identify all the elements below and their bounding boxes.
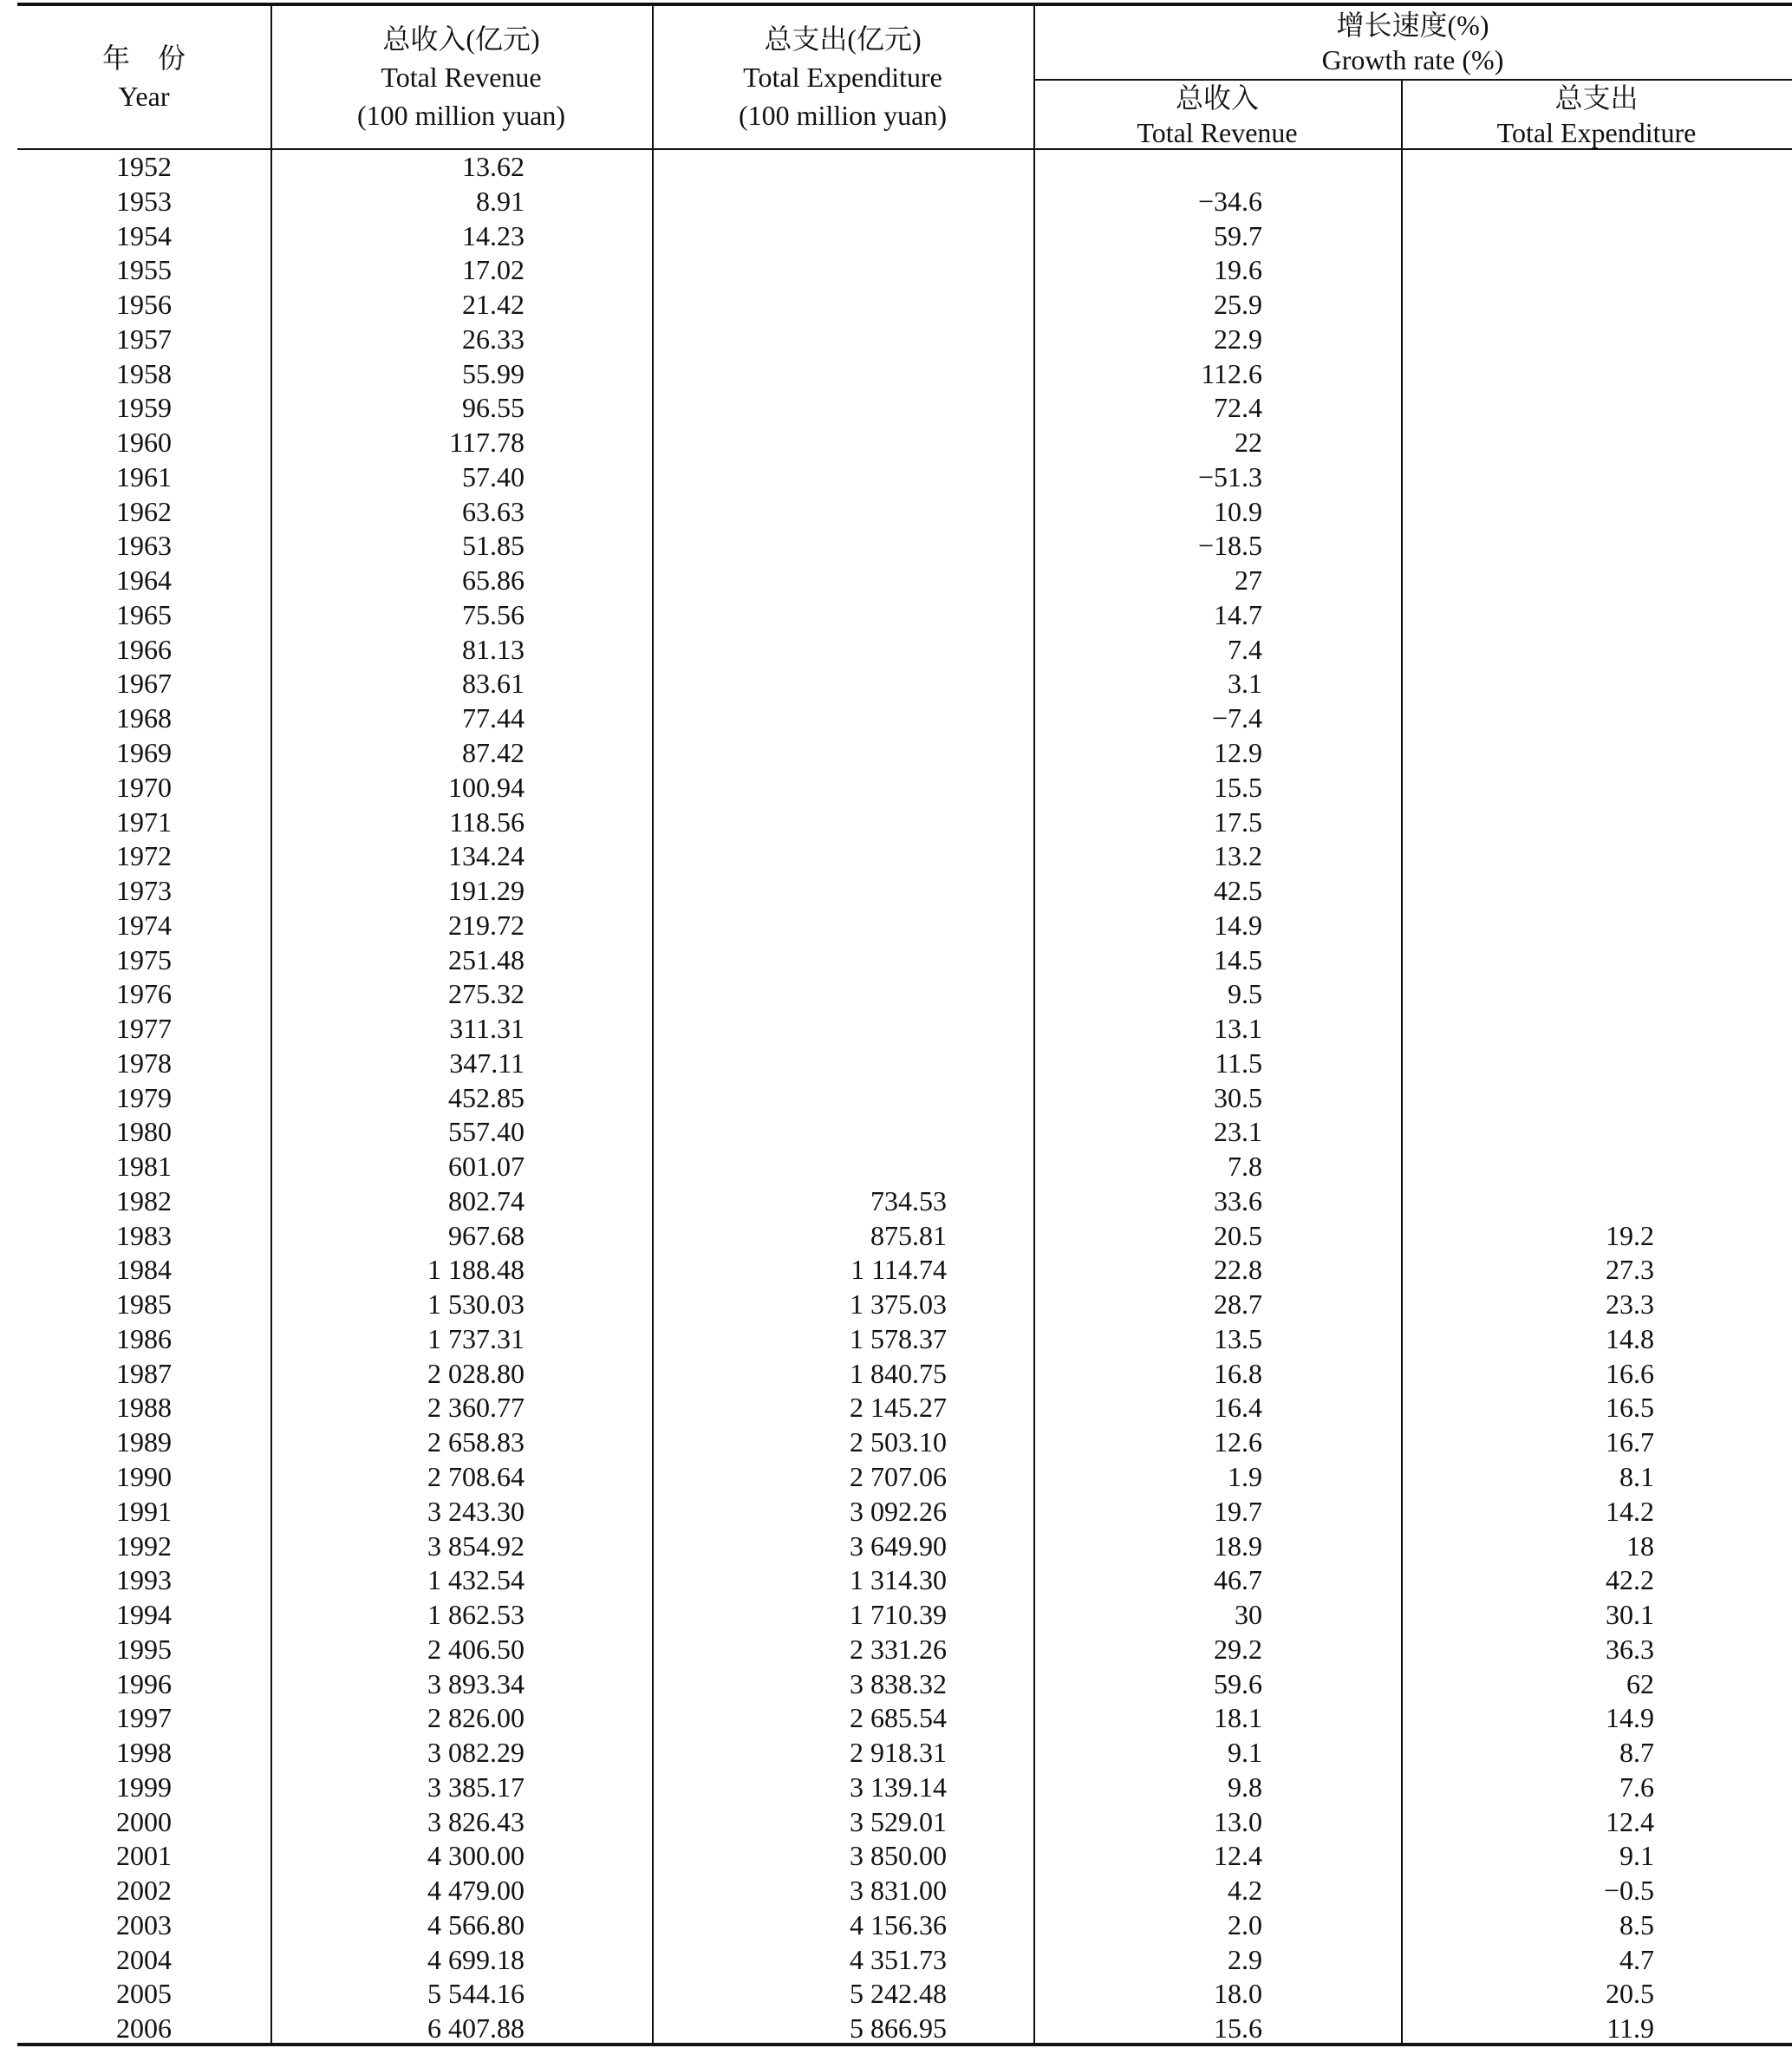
cell-growth-expenditure: 36.3 [1606, 1633, 1654, 1665]
cell-growth-revenue: 20.5 [1214, 1219, 1262, 1251]
cell-year: 1998 [116, 1737, 172, 1769]
cell-growth-revenue: 16.8 [1214, 1357, 1262, 1389]
cell-year: 1994 [116, 1599, 172, 1631]
cell-total-revenue: 4 300.00 [427, 1840, 525, 1872]
cell-growth-revenue: 1.9 [1228, 1461, 1262, 1493]
cell-total-expenditure: 3 529.01 [850, 1805, 947, 1837]
cell-year: 1992 [116, 1529, 172, 1562]
cell-growth-revenue: 22 [1235, 427, 1262, 459]
cell-total-revenue: 601.07 [448, 1151, 525, 1183]
revenue-expenditure-table [17, 3, 1792, 2046]
cell-total-revenue: 802.74 [448, 1184, 525, 1216]
header-rev-cn: 总收入(亿元) [382, 23, 540, 55]
cell-total-revenue: 2 826.00 [427, 1702, 525, 1734]
cell-total-expenditure: 1 578.37 [850, 1322, 947, 1354]
cell-total-revenue: 96.55 [462, 392, 525, 424]
cell-growth-expenditure: 16.7 [1606, 1426, 1654, 1458]
cell-growth-expenditure: 8.5 [1619, 1908, 1654, 1940]
table-row [17, 564, 1792, 598]
cell-year: 1952 [116, 151, 172, 182]
cell-total-expenditure: 3 092.26 [850, 1495, 947, 1527]
cell-growth-revenue: 30 [1235, 1599, 1262, 1631]
cell-growth-expenditure: 18 [1626, 1529, 1654, 1562]
cell-year: 1981 [116, 1151, 172, 1183]
cell-growth-revenue: 7.8 [1228, 1151, 1262, 1183]
cell-growth-revenue: 59.7 [1214, 219, 1262, 251]
cell-total-revenue: 347.11 [449, 1047, 525, 1079]
cell-year: 1988 [116, 1392, 172, 1424]
table-row [17, 1598, 1792, 1633]
cell-total-expenditure: 3 139.14 [850, 1771, 947, 1803]
cell-year: 1995 [116, 1633, 172, 1665]
cell-growth-expenditure: 12.4 [1606, 1805, 1654, 1837]
cell-year: 2002 [116, 1875, 172, 1907]
table-row [17, 391, 1792, 426]
cell-total-expenditure: 2 707.06 [850, 1461, 947, 1493]
table-row [17, 1977, 1792, 2012]
header-grev-cn: 总收入 [1175, 82, 1259, 114]
cell-total-revenue: 2 028.80 [427, 1357, 525, 1389]
header-growth-en: Growth rate (%) [1321, 44, 1504, 75]
cell-year: 2005 [116, 1978, 172, 2010]
cell-growth-revenue: 2.0 [1228, 1908, 1262, 1940]
table-row [17, 1495, 1792, 1529]
cell-total-revenue: 81.13 [462, 633, 525, 665]
cell-total-revenue: 4 699.18 [427, 1943, 525, 1975]
cell-year: 1965 [116, 598, 172, 630]
cell-year: 1966 [116, 633, 172, 665]
cell-total-expenditure: 1 314.30 [850, 1564, 947, 1596]
table-row [17, 1874, 1792, 1908]
cell-total-revenue: 14.23 [462, 219, 525, 251]
table-row [17, 874, 1792, 909]
cell-year: 1989 [116, 1426, 172, 1458]
table-row [17, 323, 1792, 357]
cell-total-revenue: 557.40 [448, 1116, 525, 1148]
cell-growth-expenditure: 14.9 [1606, 1702, 1654, 1734]
cell-total-expenditure: 3 649.90 [850, 1529, 947, 1562]
cell-total-revenue: 5 544.16 [427, 1978, 525, 2010]
cell-year: 1959 [116, 392, 172, 424]
cell-growth-revenue: 3.1 [1228, 668, 1262, 700]
cell-year: 1960 [116, 427, 172, 459]
cell-total-revenue: 21.42 [462, 289, 525, 321]
cell-growth-revenue: 19.6 [1214, 254, 1262, 286]
cell-total-revenue: 2 708.64 [427, 1461, 525, 1493]
cell-total-revenue: 87.42 [462, 736, 525, 768]
cell-year: 1997 [116, 1702, 172, 1734]
cell-year: 1964 [116, 564, 172, 597]
cell-total-expenditure: 5 866.95 [850, 2012, 947, 2045]
table-row [17, 701, 1792, 736]
header-grev-en: Total Revenue [1137, 117, 1298, 148]
cell-year: 1970 [116, 771, 172, 803]
cell-year: 1971 [116, 806, 172, 838]
table-row [17, 943, 1792, 978]
cell-growth-expenditure: 14.8 [1606, 1322, 1654, 1354]
cell-growth-revenue: 27 [1235, 564, 1262, 597]
cell-growth-expenditure: 4.7 [1619, 1943, 1654, 1975]
cell-growth-revenue: 22.9 [1214, 323, 1262, 355]
cell-year: 1987 [116, 1357, 172, 1389]
cell-total-revenue: 3 243.30 [427, 1495, 525, 1527]
cell-year: 1996 [116, 1667, 172, 1699]
table-row [17, 1357, 1792, 1392]
header-gexp-cn: 总支出 [1554, 82, 1639, 114]
cell-growth-expenditure: 14.2 [1606, 1495, 1654, 1527]
cell-growth-revenue: 13.5 [1214, 1322, 1262, 1354]
table-row [17, 1253, 1792, 1288]
header-growth-expenditure [1401, 81, 1792, 150]
table-row [17, 806, 1792, 840]
cell-growth-expenditure: −0.5 [1603, 1875, 1654, 1907]
cell-year: 1974 [116, 909, 172, 941]
table-row [17, 1184, 1792, 1219]
table-row [17, 495, 1792, 530]
cell-year: 1986 [116, 1322, 172, 1354]
cell-growth-revenue: 112.6 [1201, 357, 1262, 389]
table-row [17, 1115, 1792, 1150]
cell-growth-revenue: 16.4 [1214, 1392, 1262, 1424]
cell-total-expenditure: 734.53 [870, 1184, 947, 1216]
cell-total-revenue: 4 479.00 [427, 1875, 525, 1907]
cell-growth-revenue: 14.9 [1214, 909, 1262, 941]
table-row [17, 1529, 1792, 1564]
header-exp-en: Total Expenditure [743, 62, 942, 93]
cell-year: 1968 [116, 702, 172, 734]
cell-total-revenue: 2 360.77 [427, 1392, 525, 1424]
cell-year: 1991 [116, 1495, 172, 1527]
cell-growth-revenue: 17.5 [1214, 806, 1262, 838]
cell-total-revenue: 3 854.92 [427, 1529, 525, 1562]
cell-total-revenue: 118.56 [449, 806, 525, 838]
cell-year: 1980 [116, 1116, 172, 1148]
cell-growth-revenue: −51.3 [1197, 460, 1262, 492]
cell-growth-expenditure: 16.6 [1606, 1357, 1654, 1389]
cell-growth-expenditure: 7.6 [1619, 1771, 1654, 1803]
cell-year: 1999 [116, 1771, 172, 1803]
table-row [17, 1288, 1792, 1322]
cell-year: 1957 [116, 323, 172, 355]
cell-year: 1975 [116, 943, 172, 975]
cell-year: 1982 [116, 1184, 172, 1216]
table-row [17, 1701, 1792, 1736]
cell-growth-revenue: 30.5 [1214, 1081, 1262, 1113]
cell-total-revenue: 3 385.17 [427, 1771, 525, 1803]
cell-year: 2003 [116, 1908, 172, 1940]
cell-total-expenditure: 1 840.75 [850, 1357, 947, 1389]
table-row [17, 1012, 1792, 1047]
cell-total-revenue: 51.85 [462, 530, 525, 562]
header-year-en: Year [118, 81, 170, 112]
header-year [17, 39, 270, 115]
header-rev-en: Total Revenue [381, 62, 542, 93]
cell-total-revenue: 3 082.29 [427, 1737, 525, 1769]
table-row [17, 1943, 1792, 1978]
header-growth-revenue [1033, 81, 1401, 150]
cell-growth-expenditure: 23.3 [1606, 1288, 1654, 1321]
cell-growth-revenue: 11.5 [1215, 1047, 1262, 1079]
table-row [17, 1771, 1792, 1805]
cell-year: 1979 [116, 1081, 172, 1113]
table-row [17, 839, 1792, 874]
cell-total-revenue: 219.72 [448, 909, 525, 941]
cell-total-revenue: 191.29 [448, 875, 525, 907]
cell-total-revenue: 83.61 [462, 668, 525, 700]
cell-total-revenue: 275.32 [448, 978, 525, 1010]
cell-total-expenditure: 2 685.54 [850, 1702, 947, 1734]
cell-year: 1962 [116, 495, 172, 527]
cell-year: 1961 [116, 460, 172, 492]
cell-growth-revenue: −7.4 [1211, 702, 1262, 734]
cell-total-revenue: 3 826.43 [427, 1805, 525, 1837]
cell-total-revenue: 13.62 [462, 151, 525, 182]
cell-total-revenue: 55.99 [462, 357, 525, 389]
cell-total-revenue: 1 862.53 [427, 1599, 525, 1631]
cell-year: 1977 [116, 1013, 172, 1045]
table-row [17, 598, 1792, 633]
cell-total-expenditure: 2 331.26 [850, 1633, 947, 1665]
cell-year: 2006 [116, 2012, 172, 2045]
cell-growth-revenue: 18.9 [1214, 1529, 1262, 1562]
cell-growth-revenue: 9.1 [1228, 1737, 1262, 1769]
cell-year: 1984 [116, 1254, 172, 1286]
cell-growth-revenue: 4.2 [1228, 1875, 1262, 1907]
header-rev-unit: (100 million yuan) [357, 100, 565, 131]
cell-total-revenue: 967.68 [448, 1219, 525, 1251]
cell-year: 1990 [116, 1461, 172, 1493]
cell-growth-revenue: 19.7 [1214, 1495, 1262, 1527]
cell-growth-revenue: 13.0 [1214, 1805, 1262, 1837]
cell-total-expenditure: 4 351.73 [850, 1943, 947, 1975]
cell-total-revenue: 117.78 [449, 427, 525, 459]
table-row [17, 529, 1792, 564]
cell-growth-expenditure: 8.7 [1619, 1737, 1654, 1769]
cell-growth-revenue: 22.8 [1214, 1254, 1262, 1286]
cell-total-expenditure: 3 838.32 [850, 1667, 947, 1699]
header-exp-cn: 总支出(亿元) [764, 23, 922, 55]
cell-growth-revenue: −34.6 [1197, 185, 1262, 217]
cell-year: 1969 [116, 736, 172, 768]
cell-total-expenditure: 1 375.03 [850, 1288, 947, 1321]
table-row [17, 357, 1792, 392]
cell-growth-revenue: 12.6 [1214, 1426, 1262, 1458]
cell-total-revenue: 63.63 [462, 495, 525, 527]
cell-growth-expenditure: 19.2 [1606, 1219, 1654, 1251]
cell-year: 2000 [116, 1805, 172, 1837]
cell-total-revenue: 6 407.88 [427, 2012, 525, 2045]
table-row [17, 1667, 1792, 1702]
cell-growth-revenue: 23.1 [1214, 1116, 1262, 1148]
cell-growth-revenue: 25.9 [1214, 289, 1262, 321]
cell-year: 1973 [116, 875, 172, 907]
table-row [17, 219, 1792, 254]
cell-growth-revenue: 12.9 [1214, 736, 1262, 768]
header-exp-unit: (100 million yuan) [739, 100, 947, 131]
cell-growth-revenue: 13.1 [1214, 1013, 1262, 1045]
cell-total-revenue: 2 658.83 [427, 1426, 525, 1458]
table-row [17, 1839, 1792, 1874]
table-row [17, 1081, 1792, 1116]
cell-total-revenue: 57.40 [462, 460, 525, 492]
header-growth-cn: 增长速度(%) [1336, 10, 1489, 41]
cell-total-revenue: 100.94 [448, 771, 525, 803]
cell-growth-expenditure: 16.5 [1606, 1392, 1654, 1424]
table-row [17, 288, 1792, 323]
table-row [17, 1150, 1792, 1184]
table-row [17, 185, 1792, 219]
cell-total-revenue: 452.85 [448, 1081, 525, 1113]
cell-year: 1953 [116, 185, 172, 217]
cell-total-expenditure: 2 918.31 [850, 1737, 947, 1769]
cell-year: 1985 [116, 1288, 172, 1321]
cell-total-revenue: 1 188.48 [427, 1254, 525, 1286]
header-total-expenditure [652, 20, 1033, 134]
cell-year: 1967 [116, 668, 172, 700]
header-growth-rate [1033, 8, 1792, 77]
cell-total-revenue: 1 737.31 [427, 1322, 525, 1354]
cell-growth-revenue: 18.1 [1214, 1702, 1262, 1734]
cell-total-expenditure: 875.81 [870, 1219, 947, 1251]
table-row [17, 1425, 1792, 1460]
cell-growth-revenue: 15.5 [1214, 771, 1262, 803]
cell-growth-revenue: 10.9 [1214, 495, 1262, 527]
cell-total-expenditure: 1 710.39 [850, 1599, 947, 1631]
cell-year: 1954 [116, 219, 172, 251]
table-row [17, 1633, 1792, 1667]
cell-total-revenue: 134.24 [448, 840, 525, 872]
cell-year: 1958 [116, 357, 172, 389]
cell-total-expenditure: 5 242.48 [850, 1978, 947, 2010]
cell-total-revenue: 4 566.80 [427, 1908, 525, 1940]
table-row [17, 771, 1792, 806]
cell-year: 1956 [116, 289, 172, 321]
cell-growth-revenue: 2.9 [1228, 1943, 1262, 1975]
cell-growth-revenue: 42.5 [1214, 875, 1262, 907]
cell-year: 2004 [116, 1943, 172, 1975]
table-row [17, 633, 1792, 668]
cell-total-revenue: 1 530.03 [427, 1288, 525, 1321]
cell-total-expenditure: 2 145.27 [850, 1392, 947, 1424]
table-row [17, 1322, 1792, 1357]
cell-total-revenue: 65.86 [462, 564, 525, 597]
table-row [17, 1047, 1792, 1081]
table-row [17, 460, 1792, 495]
cell-growth-revenue: 59.6 [1214, 1667, 1262, 1699]
cell-growth-expenditure: 30.1 [1606, 1599, 1654, 1631]
table-row [17, 2012, 1792, 2046]
cell-growth-expenditure: 20.5 [1606, 1978, 1654, 2010]
cell-growth-expenditure: 11.9 [1606, 2012, 1654, 2045]
cell-total-revenue: 251.48 [448, 943, 525, 975]
cell-growth-expenditure: 8.1 [1619, 1461, 1654, 1493]
cell-total-expenditure: 2 503.10 [850, 1426, 947, 1458]
table-row [17, 426, 1792, 460]
cell-growth-expenditure: 9.1 [1619, 1840, 1654, 1872]
cell-year: 1983 [116, 1219, 172, 1251]
table-row [17, 150, 1792, 185]
table-row [17, 1908, 1792, 1943]
table-row [17, 1736, 1792, 1771]
cell-growth-revenue: 14.7 [1214, 598, 1262, 630]
cell-total-expenditure: 3 850.00 [850, 1840, 947, 1872]
table-row [17, 1805, 1792, 1840]
cell-year: 2001 [116, 1840, 172, 1872]
table-row [17, 977, 1792, 1012]
cell-year: 1972 [116, 840, 172, 872]
cell-growth-expenditure: 42.2 [1606, 1564, 1654, 1596]
table-row [17, 1219, 1792, 1254]
cell-total-expenditure: 4 156.36 [850, 1908, 947, 1940]
cell-growth-revenue: 12.4 [1214, 1840, 1262, 1872]
cell-year: 1955 [116, 254, 172, 286]
table-row [17, 1391, 1792, 1425]
cell-growth-revenue: 14.5 [1214, 943, 1262, 975]
table-row [17, 667, 1792, 701]
cell-growth-expenditure: 27.3 [1606, 1254, 1654, 1286]
cell-growth-revenue: −18.5 [1197, 530, 1262, 562]
cell-year: 1976 [116, 978, 172, 1010]
cell-growth-revenue: 18.0 [1214, 1978, 1262, 2010]
cell-total-expenditure: 3 831.00 [850, 1875, 947, 1907]
table-row [17, 1563, 1792, 1598]
cell-growth-revenue: 28.7 [1214, 1288, 1262, 1321]
cell-total-revenue: 311.31 [449, 1013, 525, 1045]
header-year-cn: 年 份 [101, 42, 186, 74]
cell-total-revenue: 8.91 [476, 185, 525, 217]
table-row [17, 909, 1792, 943]
cell-growth-revenue: 13.2 [1214, 840, 1262, 872]
cell-growth-revenue: 15.6 [1214, 2012, 1262, 2045]
table-row [17, 736, 1792, 771]
cell-year: 1963 [116, 530, 172, 562]
cell-total-revenue: 77.44 [462, 702, 525, 734]
table-row [17, 1460, 1792, 1495]
cell-year: 1993 [116, 1564, 172, 1596]
cell-growth-revenue: 9.5 [1228, 978, 1262, 1010]
header-total-revenue [270, 20, 652, 134]
cell-total-expenditure: 1 114.74 [850, 1254, 947, 1286]
cell-total-revenue: 2 406.50 [427, 1633, 525, 1665]
cell-growth-revenue: 33.6 [1214, 1184, 1262, 1216]
cell-total-revenue: 3 893.34 [427, 1667, 525, 1699]
cell-growth-revenue: 7.4 [1228, 633, 1262, 665]
cell-total-revenue: 17.02 [462, 254, 525, 286]
cell-growth-revenue: 46.7 [1214, 1564, 1262, 1596]
table-body [17, 150, 1792, 2046]
cell-total-revenue: 1 432.54 [427, 1564, 525, 1596]
header-gexp-en: Total Expenditure [1496, 117, 1697, 148]
cell-growth-revenue: 29.2 [1214, 1633, 1262, 1665]
table-row [17, 253, 1792, 288]
table-header [17, 6, 1792, 150]
cell-growth-revenue: 9.8 [1228, 1771, 1262, 1803]
cell-growth-revenue: 72.4 [1214, 392, 1262, 424]
cell-growth-expenditure: 62 [1626, 1667, 1654, 1699]
cell-total-revenue: 26.33 [462, 323, 525, 355]
cell-total-revenue: 75.56 [462, 598, 525, 630]
cell-year: 1978 [116, 1047, 172, 1079]
